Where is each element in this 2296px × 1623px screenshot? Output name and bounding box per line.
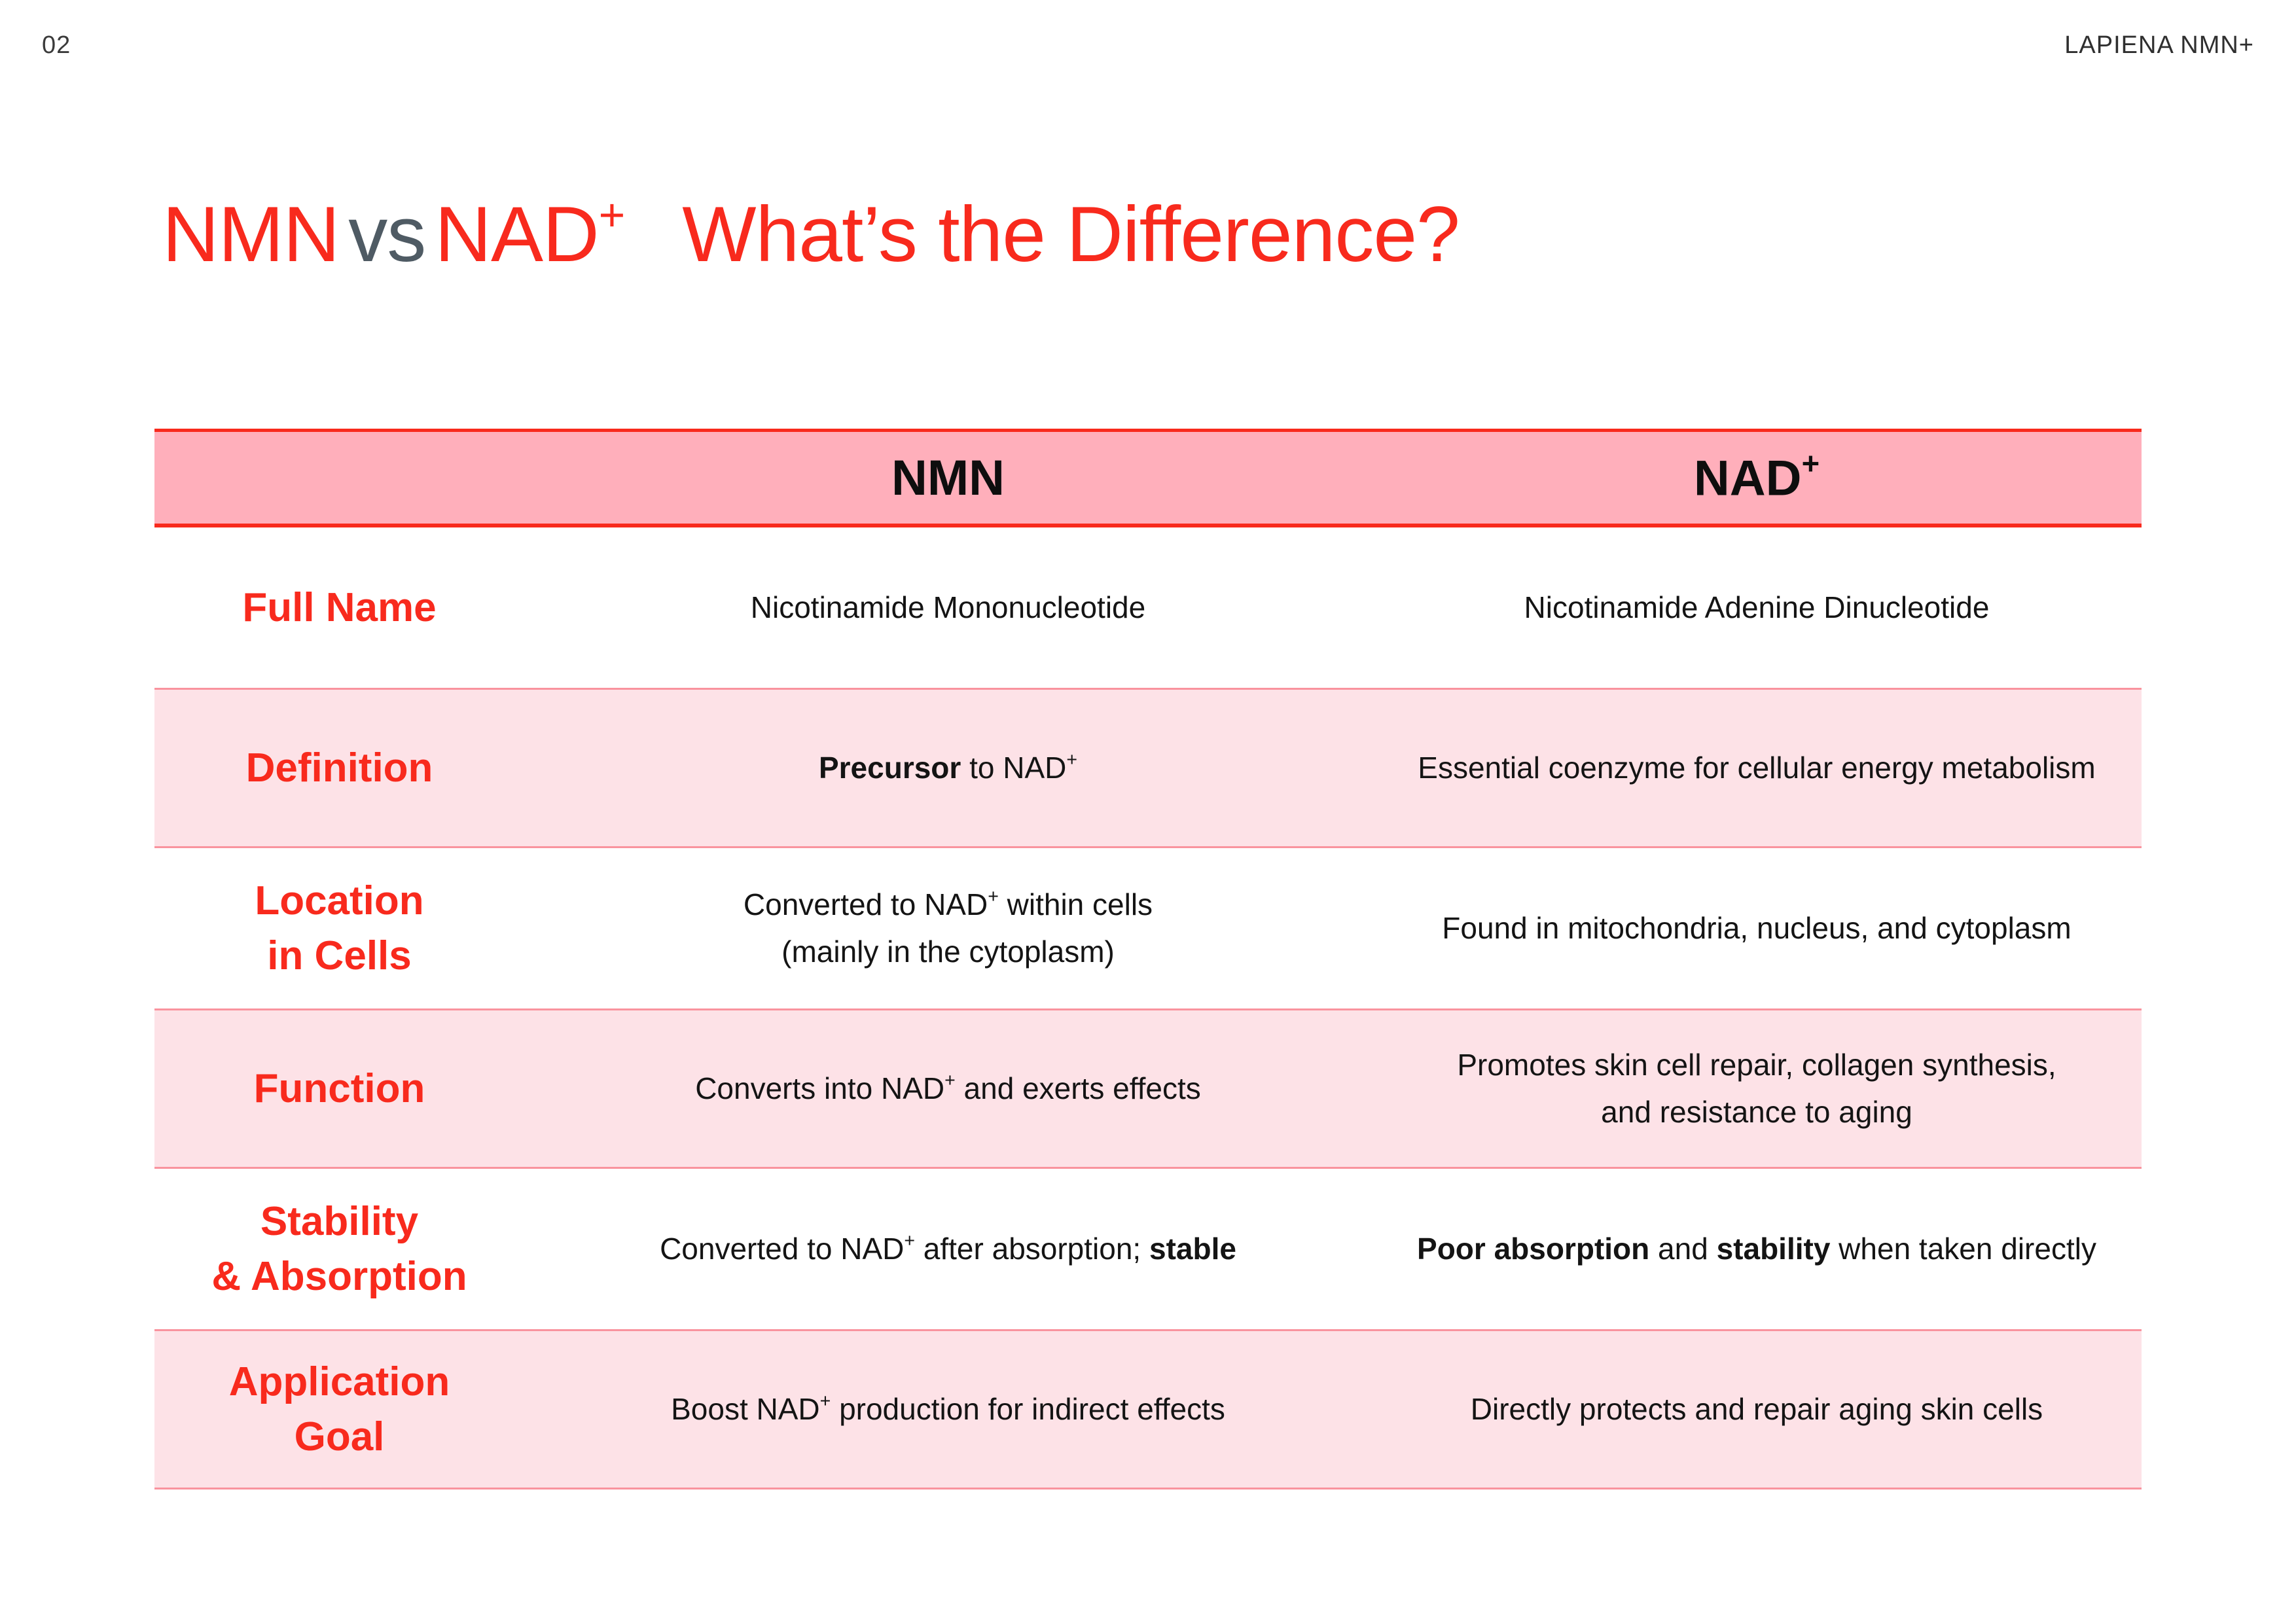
nmn-cell: Boost NAD+ production for indirect effects [671, 1390, 1225, 1426]
nad-cell: Essential coenzyme for cellular energy metabolism [1418, 750, 2096, 785]
table-header-row [154, 429, 2142, 527]
comparison-table [154, 429, 2142, 1489]
row-label: Location in Cells [255, 878, 424, 978]
page-title [162, 189, 1460, 278]
nmn-cell: Converted to NAD+ within cells (mainly in the cytoplasm) [743, 886, 1153, 969]
table-row [154, 527, 2142, 688]
table-row [154, 848, 2142, 1008]
brand-text: LAPIENA NMN+ [2064, 31, 2254, 59]
title-question: What’s the Difference? [682, 190, 1460, 278]
table-row [154, 1329, 2142, 1489]
nmn-cell: Converts into NAD+ and exerts effects [695, 1069, 1201, 1105]
row-label: Full Name [242, 584, 437, 630]
title-nad: NAD [435, 190, 599, 278]
nad-cell: Poor absorption and stability when taken directly [1417, 1231, 2096, 1266]
nmn-cell: Converted to NAD+ after absorption; stable [660, 1230, 1236, 1266]
header-nad-cell: NAD+ [1693, 446, 1820, 507]
nad-cell: Promotes skin cell repair, collagen synthesis, and resistance to aging [1457, 1048, 2056, 1129]
title-nmn: NMN [162, 190, 340, 278]
row-label: Application Goal [228, 1359, 450, 1459]
table-body [154, 527, 2142, 1489]
table-row [154, 1008, 2142, 1169]
table-row [154, 1169, 2142, 1329]
row-label: Definition [245, 745, 433, 791]
nmn-cell: Precursor to NAD+ [818, 749, 1078, 785]
header-nmn-cell: NMN [891, 450, 1005, 506]
nmn-cell: Nicotinamide Mononucleotide [750, 590, 1146, 624]
page-number: 02 [42, 31, 71, 59]
nad-cell: Found in mitochondria, nucleus, and cytoplasm [1442, 910, 2072, 945]
nad-cell: Nicotinamide Adenine Dinucleotide [1524, 590, 1990, 624]
title-nad-sup: + [598, 189, 625, 241]
table-row [154, 688, 2142, 848]
nad-cell: Directly protects and repair aging skin cells [1470, 1391, 2043, 1426]
row-label: Function [253, 1065, 425, 1111]
title-vs: vs [348, 190, 426, 278]
row-label: Stability & Absorption [211, 1198, 467, 1299]
